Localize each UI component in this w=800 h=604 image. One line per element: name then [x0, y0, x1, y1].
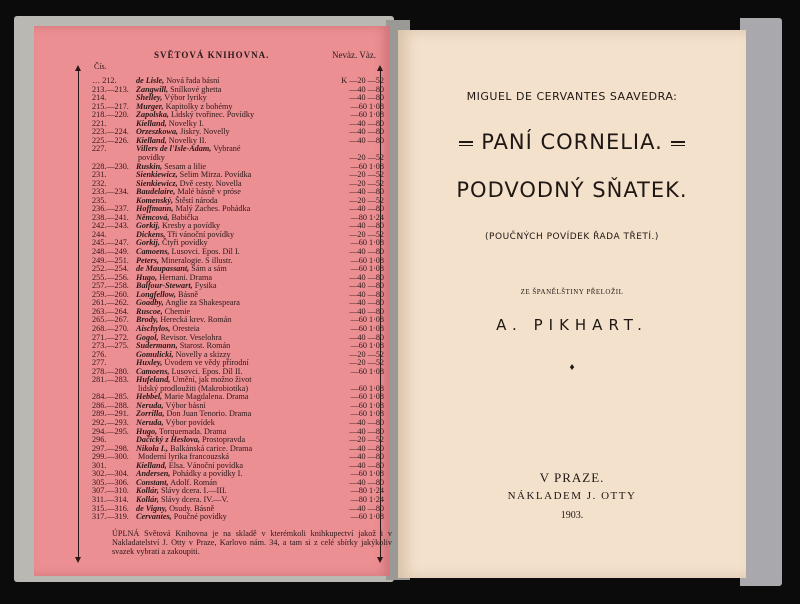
catalog-row-price: —40 —80 — [349, 452, 384, 462]
catalog-row-number: 315.—316. — [92, 503, 129, 513]
ornament-icon: ♦ — [569, 362, 575, 373]
catalog-row-author: Andersen, — [136, 469, 171, 479]
catalog-row-number: 231. — [92, 170, 107, 180]
publisher: NÁKLADEM J. OTTY — [507, 490, 637, 502]
catalog-row-author: de Maupassant, — [136, 264, 190, 274]
catalog-row-author: Kollár, — [136, 486, 159, 496]
catalog-row-price: —40 —80 — [349, 306, 384, 316]
catalog-row-author: Kollár, — [136, 494, 159, 504]
catalog-row-author: Zapolska, — [136, 110, 169, 120]
catalog-row-work: Malý Zaches. Pohádka — [175, 204, 251, 214]
catalog-row — [92, 512, 392, 521]
catalog-row-author: Longfellow, — [136, 289, 176, 299]
catalog-row-number: 277. — [92, 358, 107, 368]
catalog-row-number: 271.—272. — [92, 332, 129, 342]
catalog-row-author: Gogol, — [136, 332, 159, 342]
catalog-row-author: Zangwill, — [136, 84, 169, 94]
catalog-row-author: Peters, — [136, 255, 159, 265]
catalog-row-price: —20 —52 — [349, 152, 384, 162]
catalog-row-price: —60 1·08 — [350, 383, 384, 393]
catalog-row-author: Brody, — [136, 315, 159, 325]
catalog-row-work: Lusovci. Epos. Díl I. — [171, 247, 240, 256]
catalog-row-number: 299.—300. — [92, 452, 129, 462]
catalog-row-price: —40 —80 — [349, 281, 384, 291]
catalog-row-author: Kielland, — [136, 135, 167, 145]
catalog-row-price: —20 —52 — [349, 195, 384, 205]
title-line-1 — [398, 130, 746, 154]
translation-note: ZE ŠPANĚLŠTINY PŘELOŽIL — [520, 288, 624, 296]
catalog-row-number: 281.—283. — [92, 375, 129, 385]
catalog-row-price: —40 —80 — [349, 443, 384, 453]
catalog-row-author: Constant, — [136, 477, 169, 487]
catalog-row-price: —20 —52 — [349, 435, 384, 445]
catalog-row-work: Balkánská carice. Drama — [170, 443, 253, 453]
catalog-row-work: Jiskry. Novelly — [180, 127, 230, 137]
catalog-row-number: 261.—262. — [92, 298, 129, 308]
catalog-row-price: —80 1·24 — [350, 212, 384, 222]
catalog-row-author: Huxley, — [136, 358, 163, 368]
catalog-row-price: —40 —80 — [349, 460, 384, 470]
catalog-row-author: Baudelaire, — [136, 187, 176, 197]
catalog-row-price: —40 —80 — [349, 332, 384, 342]
catalog-row-number: 228.—230. — [92, 161, 129, 171]
catalog-row-price: —40 —80 — [349, 298, 384, 308]
catalog-row-work: Anglie za Shakespeara — [165, 298, 240, 308]
catalog-row-author: Dickens, — [136, 229, 166, 239]
catalog-row-author: Gorkij, — [136, 238, 160, 248]
catalog-row-author: Němcová, — [136, 212, 170, 222]
author-name: MIGUEL DE CERVANTES SAAVEDRA: — [466, 90, 678, 103]
catalog-row-number: 292.—293. — [92, 418, 129, 427]
catalog-row-work: Novelky I. — [168, 118, 204, 128]
catalog-row-price: —60 1·08 — [350, 512, 384, 522]
translator-name: A. PIKHART. — [496, 316, 648, 334]
catalog-row-number: 307.—310. — [92, 486, 129, 496]
catalog-row-number: 289.—291. — [92, 409, 129, 419]
catalog-row-work: lidský prodloužiti (Makrobiotika) — [138, 383, 249, 393]
title-dash-left — [459, 141, 473, 146]
catalog-row-price: —20 —52 — [349, 229, 384, 239]
catalog-row-number: 268.—270. — [92, 323, 129, 333]
catalog-row-work: Vybrané — [213, 144, 241, 154]
catalog-row-number: 302.—304. — [92, 469, 129, 479]
catalog-row-price: —40 —80 — [349, 84, 384, 94]
catalog-row-number: … 212. — [92, 76, 117, 85]
catalog-row-price: —40 —80 — [349, 221, 384, 231]
catalog-row-number: 232. — [92, 178, 107, 188]
catalog-row-number: 276. — [92, 349, 107, 359]
catalog-row-author: de Vigny, — [136, 503, 168, 513]
catalog-row-number: 235. — [92, 195, 107, 205]
catalog-row-number: 284.—285. — [92, 392, 129, 402]
catalog-row-author: Sienkiewicz, — [136, 170, 178, 180]
subtitle: (POUČNÝCH POVÍDEK ŘADA TŘETÍ.) — [485, 232, 659, 242]
catalog-row-price: —60 1·08 — [350, 366, 384, 376]
catalog-row-price: —40 —80 — [349, 93, 384, 103]
catalog-row-work: Chemie — [164, 306, 191, 316]
catalog-row-number: 286.—288. — [92, 400, 129, 410]
catalog-row-number: 301. — [92, 460, 107, 470]
catalog-row-author: Ruskin, — [136, 161, 163, 171]
catalog-row-price: —20 —52 — [349, 178, 384, 188]
catalog-row-price: —40 —80 — [349, 503, 384, 513]
catalog-row-author: de Lisle, — [136, 76, 165, 85]
catalog-row-work: Poučné povídky — [173, 512, 227, 522]
catalog-row-price: —40 —80 — [349, 426, 384, 436]
title-page — [398, 30, 746, 578]
catalog-row-author: Villers de l'Isle-Adam, — [136, 144, 212, 154]
catalog-row-number: 244. — [92, 229, 107, 239]
catalog-row-number: 245.—247. — [92, 238, 129, 248]
catalog-row-number: 233.—234. — [92, 187, 129, 197]
catalog-row-author: Komenský, — [136, 195, 174, 205]
catalog-row-price: —40 —80 — [349, 272, 384, 282]
catalog-row-author: Murger, — [136, 101, 164, 111]
catalog-row-number: 273.—275. — [92, 341, 129, 351]
catalog-row-price: —20 —52 — [349, 349, 384, 359]
catalog-row-number: 278.—280. — [92, 366, 129, 376]
catalog-row-work: Nová řada básní — [166, 76, 220, 85]
catalog-row-author: Zorrilla, — [136, 409, 165, 419]
catalog-row-author: Hoffmann, — [136, 204, 174, 214]
catalog-row-author: Gorkij, — [136, 221, 160, 231]
catalog-row-number: 215.—217. — [92, 101, 129, 111]
catalog-row-number: 213.—213. — [92, 84, 129, 94]
catalog-row-author: Balfour-Stewart, — [136, 281, 193, 291]
catalog-row-price: —40 —80 — [349, 127, 384, 137]
catalog-row-work: Selim Mirza. Povídka — [179, 170, 252, 180]
catalog-row-author: Neruda, — [136, 400, 164, 410]
catalog-row-price: —40 —80 — [349, 418, 384, 427]
catalog-row-author: Dačický z Heslova, — [136, 435, 200, 445]
catalog-row-price: —40 —80 — [349, 477, 384, 487]
catalog-row-number: 227. — [92, 144, 107, 154]
catalog-row-author: Aischylos, — [136, 323, 171, 333]
catalog-row-number: 263.—264. — [92, 306, 129, 316]
catalog-row-work: Výbor povídek — [165, 418, 215, 427]
catalog-row-author: Gomulicki, — [136, 349, 174, 359]
catalog-row-work: Kresby a povídky — [161, 221, 221, 231]
catalog-row-number: 255.—256. — [92, 272, 129, 282]
catalog-row-author: Camoens, — [136, 366, 170, 376]
catalog-row-work: Mineralogie. S illustr. — [161, 255, 233, 265]
catalog-row-author: Cervantes, — [136, 512, 172, 522]
catalog-row-price: —60 1·08 — [350, 264, 384, 274]
catalog-row-number: 218.—220. — [92, 110, 129, 120]
catalog-row-number: 252.—254. — [92, 264, 129, 274]
catalog-row-work: Don Juan Tenorio. Drama — [166, 409, 252, 419]
catalog-row-work: Novelly a skizzy — [175, 349, 231, 359]
catalog-row-price: —60 1·08 — [350, 469, 384, 479]
catalog-row-work: Básně — [178, 289, 199, 299]
catalog-row-work: Babička — [171, 212, 199, 222]
catalog-row-work: Štěstí národa — [175, 195, 218, 205]
catalog-row-number: 317.—319. — [92, 512, 129, 522]
catalog-row-work: Adolf. Román — [170, 477, 218, 487]
price-header: Nevàz. Vàz. — [332, 50, 377, 60]
catalog-row-author: Sudermann, — [136, 341, 178, 351]
catalog-row-work: Čtyři povídky — [161, 238, 208, 248]
catalog-row-work: Úvodem ve vědy přírodní — [164, 358, 249, 368]
catalog-row-author: Hugo, — [136, 272, 158, 282]
catalog-row-author: Hugo, — [136, 426, 158, 436]
catalog-row-work: Umění, jak možno život — [172, 375, 252, 385]
title-line-2: PODVODNÝ SŇATEK. — [456, 178, 688, 202]
number-column-header: Čís. — [94, 62, 107, 71]
catalog-row-number: 249.—251. — [92, 255, 129, 265]
catalog-row-author: Camoens, — [136, 247, 170, 256]
catalog-row-work: Tři vánoční povídky — [167, 229, 235, 239]
catalog-row-price: —20 —52 — [349, 358, 384, 368]
catalog-row-number: 214. — [92, 93, 107, 103]
catalog-row-number: 305.—306. — [92, 477, 129, 487]
publication-year: 1903. — [560, 510, 584, 521]
catalog-row-number: 294.—295. — [92, 426, 129, 436]
catalog-row-work: Moderní lyrika francouzská — [138, 452, 229, 462]
catalog-row-price: —60 1·08 — [350, 110, 384, 120]
catalog-row-price: —40 —80 — [349, 247, 384, 256]
catalog-row-price: —60 1·08 — [350, 315, 384, 325]
catalog-row-author: Sienkiewicz, — [136, 178, 178, 188]
catalog-row-work: Osudy. Básně — [169, 503, 215, 513]
catalog-footnote: ÚPLNÁ Světová Knihovna je na skladě v kterémkoli knihkupectví jakož i v Nakladatelství J. Otty v Praze, Karlovo nám. 34, a tam si z celé sbírky jakýkoliv svazek vybrati a zakoupiti. — [112, 529, 392, 556]
catalog-row-number: 257.—258. — [92, 281, 129, 291]
catalog-row-work: Fysika — [194, 281, 217, 291]
catalog-row-price: —60 1·08 — [350, 323, 384, 333]
catalog-row-work: povídky — [138, 152, 165, 162]
catalog-row-work: Lidský tvořinec. Povídky — [171, 110, 255, 120]
catalog-row-work: Sesam a lilie — [164, 161, 207, 171]
catalog-row-price: —60 1·08 — [350, 400, 384, 410]
catalog-row-author: Goadby, — [136, 298, 164, 308]
catalog-row-work: Slávy dcera. IV.—V. — [161, 494, 229, 504]
catalog-row-work: Revisor. Veselohra — [160, 332, 222, 342]
catalog-row-author: Hufeland, — [136, 375, 171, 385]
left-margin-arrow — [78, 70, 79, 558]
catalog-row-price: —20 —52 — [349, 170, 384, 180]
catalog-title: SVĚTOVÁ KNIHOVNA. — [154, 50, 270, 60]
catalog-row-work: Oresteia — [172, 323, 200, 333]
catalog-row-author: Ruscoe, — [136, 306, 163, 316]
catalog-row-number: 248.—249. — [92, 247, 129, 256]
catalog-row-number: 242.—243. — [92, 221, 129, 231]
catalog-row-work: Snílkové ghetta — [170, 84, 222, 94]
catalog-row-work: Lusovci. Epos. Díl II. — [171, 366, 243, 376]
catalog-row-author: Orzeszkowa, — [136, 127, 179, 137]
catalog-row-author: Hebbel, — [136, 392, 163, 402]
catalog-row-number: 221. — [92, 118, 107, 128]
catalog-row-number: 296. — [92, 435, 107, 445]
catalog-row-work: Starost. Román — [179, 341, 231, 351]
catalog-row-work: Dvě cesty. Novella — [179, 178, 242, 188]
catalog-row-price: —60 1·08 — [350, 238, 384, 248]
catalog-row-work: Sám a sám — [191, 264, 227, 274]
catalog-row-number: 225.—226. — [92, 135, 129, 145]
catalog-row-price: —80 1·24 — [350, 486, 384, 496]
catalog-row-price: —60 1·08 — [350, 255, 384, 265]
catalog-row-work: Elsa. Vánoční povídka — [168, 460, 243, 470]
catalog-row-work: Slávy dcera. I.—III. — [161, 486, 227, 496]
catalog-row-work: Herecká krev. Román — [160, 315, 232, 325]
catalog-row-work: Pohádky a povídky I. — [172, 469, 243, 479]
catalog-row-author: Neruda, — [136, 418, 164, 427]
catalog-row-number: 311.—314. — [92, 494, 129, 504]
catalog-row-price: —60 1·08 — [350, 161, 384, 171]
catalog-row-price: K —20 —52 — [341, 76, 384, 85]
catalog-row-work: Malé básně v próse — [177, 187, 241, 197]
title-dash-right — [671, 141, 685, 146]
catalog-row-number: 297.—298. — [92, 443, 129, 453]
catalog-row-work: Marie Magdalena. Drama — [164, 392, 249, 402]
catalog-row-number: 238.—241. — [92, 212, 129, 222]
catalog-row-work: Výbor básní — [165, 400, 206, 410]
catalog-row-number: 236.—237. — [92, 204, 129, 214]
catalog-row-price: —40 —80 — [349, 118, 384, 128]
catalog-row-author: Kielland, — [136, 460, 167, 470]
catalog-row-work: Hernani. Drama — [159, 272, 212, 282]
catalog-row-work: Výbor lyriky — [164, 93, 207, 103]
catalog-row-number: 265.—267. — [92, 315, 129, 325]
catalog-row-price: —40 —80 — [349, 135, 384, 145]
catalog-row-price: —80 1·24 — [350, 494, 384, 504]
catalog-row-number: 259.—260. — [92, 289, 129, 299]
place-of-publication: V PRAZE. — [539, 470, 605, 485]
catalog-row-work: Prostopravda — [201, 435, 246, 445]
title-line-1-text: PANÍ CORNELIA. — [481, 130, 663, 154]
book-cover-right — [740, 18, 782, 586]
catalog-row-author: Kielland, — [136, 118, 167, 128]
catalog-row-author: Nikola I., — [136, 443, 169, 453]
catalog-row-work: Novelky II. — [168, 135, 207, 145]
catalog-row-work: Torquemada. Drama — [159, 426, 227, 436]
catalog-row-number: 223.—224. — [92, 127, 129, 137]
catalog-row-price: —60 1·08 — [350, 341, 384, 351]
catalog-row-price: —40 —80 — [349, 289, 384, 299]
catalog-row-work: Kapitolky z bohémy — [165, 101, 233, 111]
catalog-row-author: Shelley, — [136, 93, 163, 103]
catalog-row-price: —60 1·08 — [350, 392, 384, 402]
catalog-row-price: —40 —80 — [349, 187, 384, 197]
catalog-row-price: —40 —80 — [349, 204, 384, 214]
left-page-catalog — [34, 26, 390, 576]
catalog-row-price: —60 1·08 — [350, 101, 384, 111]
catalog-row-price: —60 1·08 — [350, 409, 384, 419]
